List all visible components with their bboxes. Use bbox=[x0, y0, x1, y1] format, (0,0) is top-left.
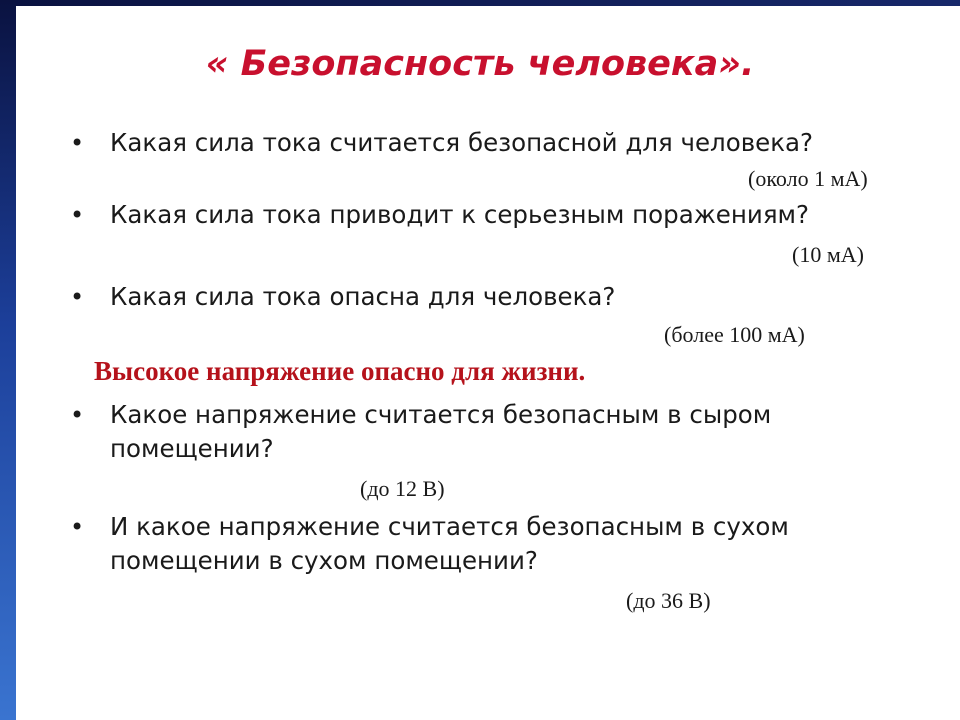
side-border bbox=[0, 0, 16, 720]
warning-text: Высокое напряжение опасно для жизни. bbox=[94, 356, 586, 386]
top-border bbox=[0, 0, 960, 6]
question-2 bbox=[70, 198, 910, 232]
bullet-icon: • bbox=[70, 283, 85, 311]
question-3 bbox=[70, 280, 910, 314]
question-text: Какая сила тока считается безопасной для человека? bbox=[110, 128, 814, 157]
bullet-icon: • bbox=[70, 513, 85, 541]
bullet-icon: • bbox=[70, 129, 85, 157]
answer-3: (более 100 мА) bbox=[664, 322, 805, 347]
question-4 bbox=[70, 398, 910, 466]
answer-2: (10 мА) bbox=[792, 242, 864, 267]
question-text: Какое напряжение считается безопасным в сыром помещении? bbox=[110, 400, 772, 463]
slide-title: « Безопасность человека». bbox=[205, 44, 755, 84]
bullet-icon: • bbox=[70, 201, 85, 229]
question-text: И какое напряжение считается безопасным в сухом помещении в сухом помещении? bbox=[110, 512, 789, 575]
answer-5: (до 36 В) bbox=[626, 588, 711, 613]
answer-1: (около 1 мА) bbox=[748, 166, 868, 191]
answer-4: (до 12 В) bbox=[360, 476, 445, 501]
question-5 bbox=[70, 510, 910, 578]
question-text: Какая сила тока приводит к серьезным поражениям? bbox=[110, 200, 810, 229]
bullet-icon: • bbox=[70, 401, 85, 429]
question-1 bbox=[70, 126, 910, 160]
question-text: Какая сила тока опасна для человека? bbox=[110, 282, 616, 311]
